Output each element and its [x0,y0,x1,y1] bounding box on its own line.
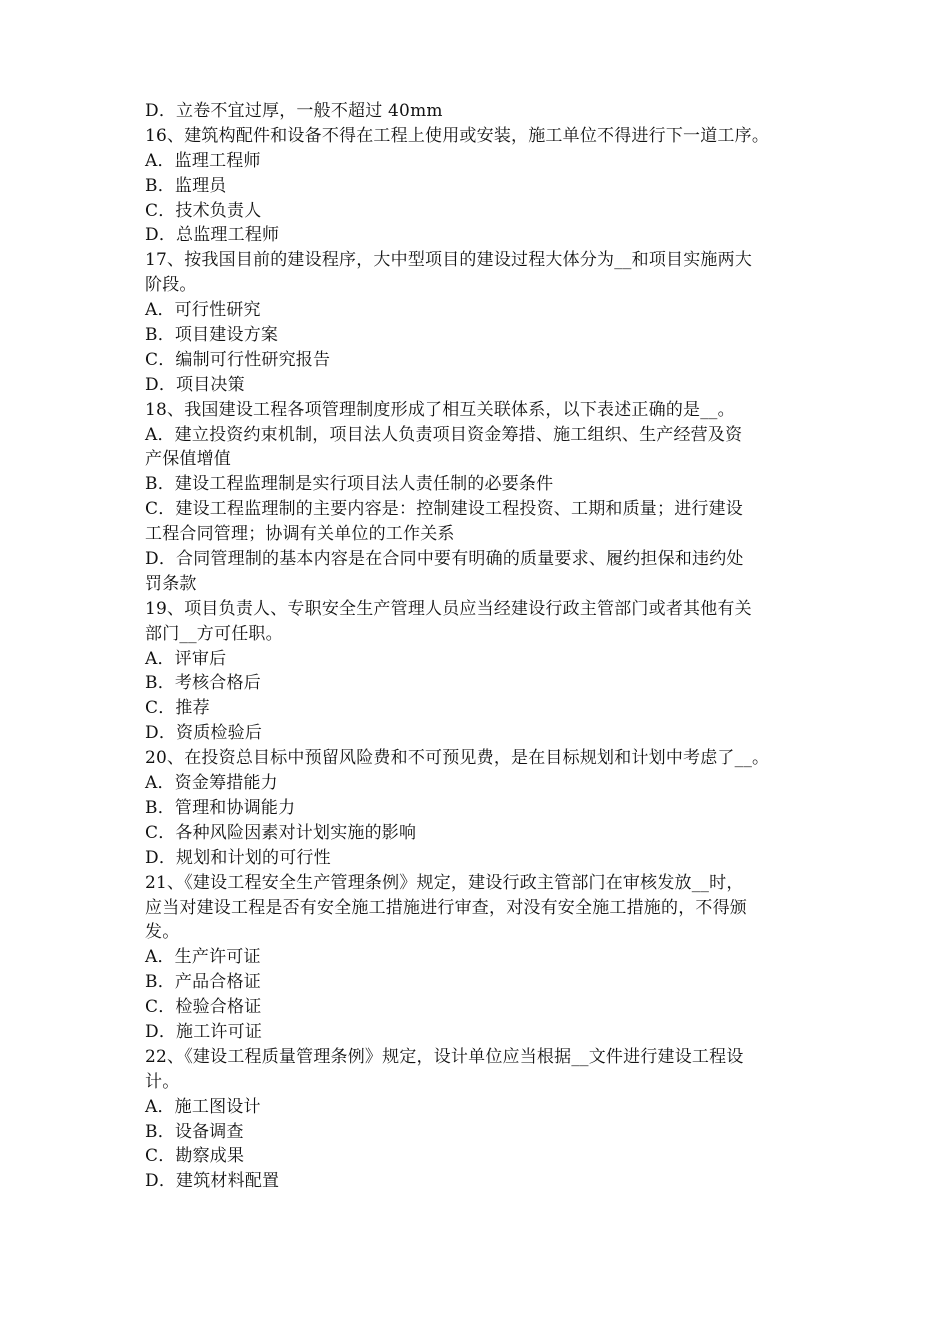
question-line: 发。 [145,922,180,943]
option-line: A．施工图设计 [145,1096,261,1117]
option-line: B．设备调查 [145,1121,244,1142]
option-line: A．评审后 [145,648,227,669]
question-line: 部门__方可任职。 [145,623,283,644]
option-line: A．建立投资约束机制，项目法人负责项目资金筹措、施工组织、生产经营及资 [145,424,743,445]
question-line: 21、《建设工程安全生产管理条例》规定，建设行政主管部门在审核发放__时， [145,872,744,893]
option-line: B．管理和协调能力 [145,797,296,818]
question-line: 22、《建设工程质量管理条例》规定，设计单位应当根据__文件进行建设工程设 [145,1046,744,1067]
option-line: C．建设工程监理制的主要内容是：控制建设工程投资、工期和质量；进行建设 [145,499,744,520]
question-line: 19、项目负责人、专职安全生产管理人员应当经建设行政主管部门或者其他有关 [145,598,752,619]
question-line: 计。 [145,1071,180,1092]
option-line: D．建筑材料配置 [145,1171,280,1192]
option-line: A．资金筹措能力 [145,773,278,794]
option-line: D．合同管理制的基本内容是在合同中要有明确的质量要求、履约担保和违约处 [145,549,744,570]
option-line: C．技术负责人 [145,200,262,221]
option-line: B．监理员 [145,175,227,196]
option-line: C．勘察成果 [145,1146,245,1167]
option-line: D．规划和计划的可行性 [145,847,331,868]
question-line: 20、在投资总目标中预留风险费和不可预见费，是在目标规划和计划中考虑了__。 [145,748,770,769]
option-line: B．项目建设方案 [145,325,279,346]
option-line: D．总监理工程师 [145,225,280,246]
option-line: D．施工许可证 [145,1021,263,1042]
option-line: C．推荐 [145,698,210,719]
option-line: A．监理工程师 [145,150,261,171]
question-line: 16、建筑构配件和设备不得在工程上使用或安装，施工单位不得进行下一道工序。 [145,125,770,146]
question-line: 应当对建设工程是否有安全施工措施进行审查，对没有安全施工措施的，不得颁 [145,897,747,918]
option-line: 工程合同管理；协调有关单位的工作关系 [145,524,455,545]
question-line: 阶段。 [145,275,197,296]
question-line: 17、按我国目前的建设程序，大中型项目的建设过程大体分为__和项目实施两大 [145,250,753,271]
option-line: 罚条款 [145,573,197,594]
question-line: 18、我国建设工程各项管理制度形成了相互关联体系，以下表述正确的是__。 [145,399,735,420]
option-line: A．生产许可证 [145,947,261,968]
option-line: B．产品合格证 [145,972,261,993]
option-line: C．检验合格证 [145,997,262,1018]
option-line: B．考核合格后 [145,673,261,694]
option-line: D．项目决策 [145,374,245,395]
option-line: 产保值增值 [145,449,231,470]
document-page [145,99,810,1194]
option-line: C．编制可行性研究报告 [145,349,331,370]
option-line: D．资质检验后 [145,723,263,744]
option-line: D．立卷不宜过厚，一般不超过 40mm [145,101,443,121]
option-line: C．各种风险因素对计划实施的影响 [145,822,417,843]
option-line: B．建设工程监理制是实行项目法人责任制的必要条件 [145,474,554,495]
option-line: A．可行性研究 [145,300,261,321]
